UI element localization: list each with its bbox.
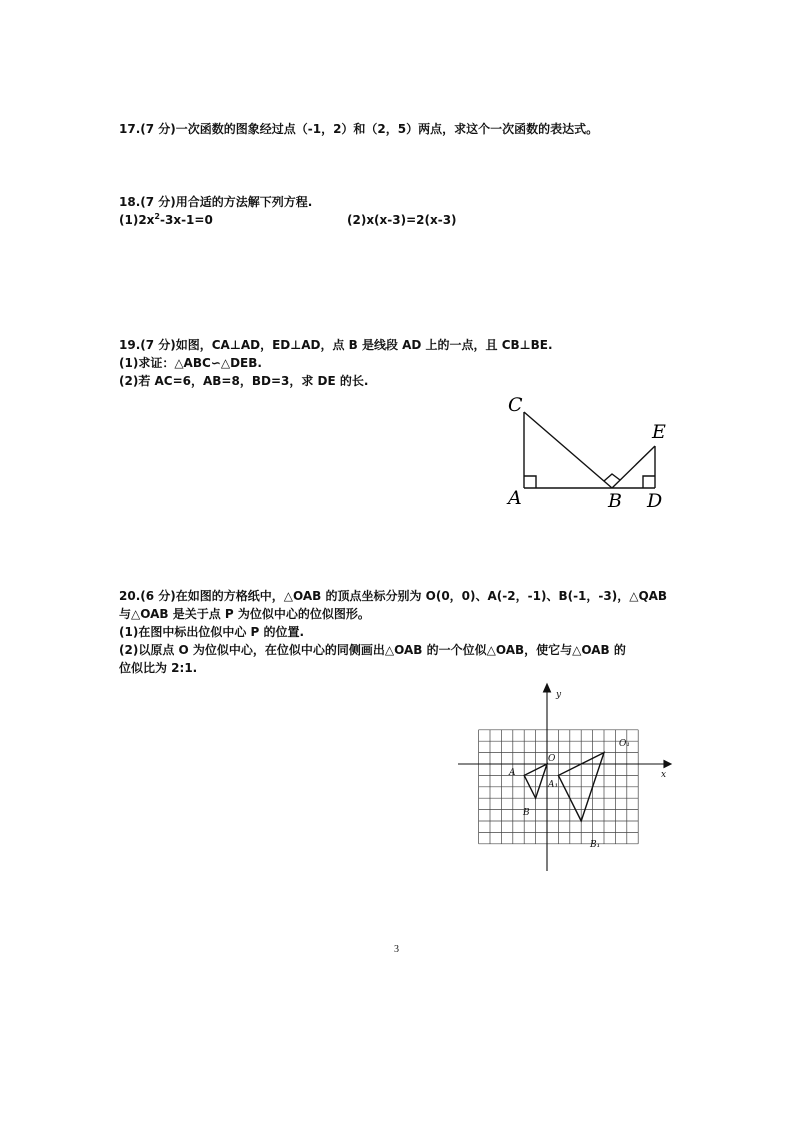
- question-20-part-2-cont: 位似比为 2:1.: [119, 661, 198, 675]
- question-18-part-1: [119, 212, 213, 228]
- right-angle-d: [643, 476, 655, 488]
- label-o: O: [548, 754, 556, 764]
- equation-1-prefix: (1)2x: [119, 213, 155, 227]
- question-19-title: 19.(7 分)如图，CA⊥AD，ED⊥AD，点 B 是线段 AD 上的一点，且 CB⊥BE.: [119, 338, 553, 352]
- label-a: A: [509, 768, 516, 778]
- page-number: 3: [394, 944, 399, 955]
- segment-be: [612, 446, 655, 488]
- label-e: E: [652, 421, 666, 443]
- question-20-part-1: (1)在图中标出位似中心 P 的位置.: [119, 625, 305, 639]
- equation-1-suffix: -3x-1=0: [160, 213, 213, 227]
- right-angle-a: [524, 476, 536, 488]
- label-a1: A₁: [548, 780, 559, 790]
- label-x: x: [661, 770, 667, 780]
- question-20-part-2: (2)以原点 O 为位似中心，在位似中心的同侧画出△OAB 的一个位似△OAB，使它与△OAB 的: [119, 643, 626, 657]
- x-axis-arrow: [664, 761, 671, 768]
- y-axis-arrow: [544, 684, 551, 692]
- label-o1: O₁: [619, 739, 630, 749]
- question-18-part-2: (2)x(x-3)=2(x-3): [347, 213, 457, 227]
- question-20-line-2: 与△OAB 是关于点 P 为位似中心的位似图形。: [119, 607, 370, 621]
- question-19-part-2: (2)若 AC=6，AB=8，BD=3，求 DE 的长.: [119, 374, 369, 388]
- label-b1: B₁: [590, 840, 601, 850]
- label-d: D: [647, 490, 663, 512]
- question-20-line-1: 20.(6 分)在如图的方格纸中，△OAB 的顶点坐标分别为 O(0，0)、A(-2，-1)、B(-1，-3)，△QAB: [119, 589, 668, 603]
- right-angle-b: [604, 474, 620, 481]
- equation-1-exponent: 2: [154, 212, 160, 221]
- segment-cb: [524, 412, 612, 488]
- question-17-text: 17.(7 分)一次函数的图象经过点（-1，2）和（2，5）两点，求这个一次函数的表达式。: [119, 122, 599, 136]
- label-a: A: [508, 487, 522, 509]
- label-b: B: [523, 808, 530, 818]
- label-c: C: [508, 394, 523, 416]
- triangle-figure-q19: [500, 390, 680, 520]
- grid-lines: [479, 730, 639, 844]
- label-b: B: [608, 490, 622, 512]
- question-18-title: 18.(7 分)用合适的方法解下列方程.: [119, 195, 313, 209]
- label-y: y: [556, 690, 562, 700]
- grid-figure-q20: [450, 682, 680, 882]
- question-19-part-1: (1)求证：△ABC∽△DEB.: [119, 356, 262, 370]
